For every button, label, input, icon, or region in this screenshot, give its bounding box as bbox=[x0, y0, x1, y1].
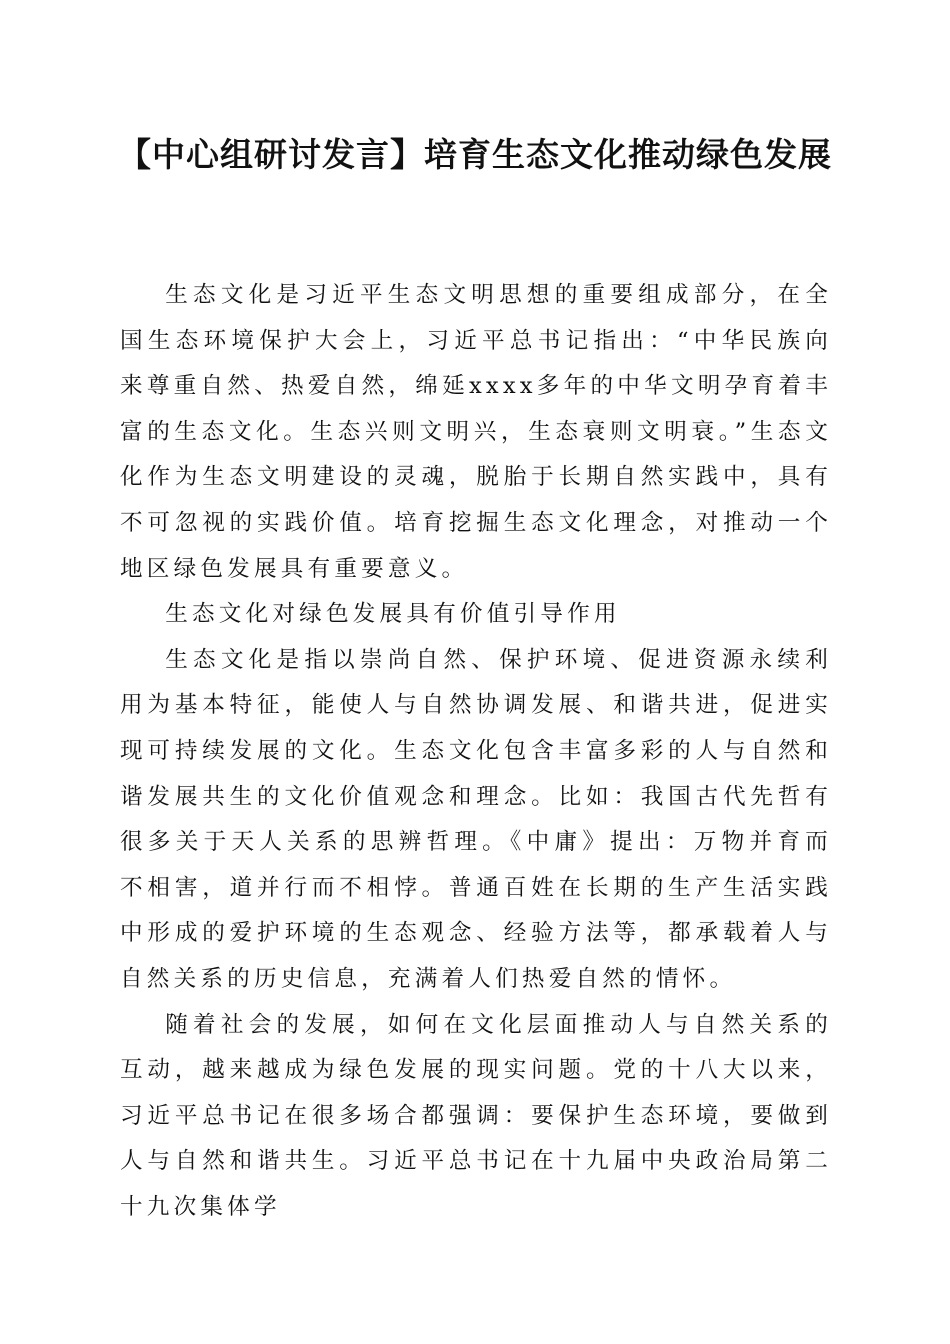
paragraph-development: 随着社会的发展，如何在文化层面推动人与自然关系的互动，越来越成为绿色发展的现实问题。党的十八大以来，习近平总书记在很多场合都强调：要保护生态环境，要做到人与自然和谐共生。习近平总书记在十九届中央政治局第二十九次集体学 bbox=[120, 1011, 832, 1220]
paragraph-definition: 生态文化是指以崇尚自然、保护环境、促进资源永续利用为基本特征，能使人与自然协调发展、和谐共进，促进实现可持续发展的文化。生态文化包含丰富多彩的人与自然和谐发展共生的文化价值观念和理念。比如：我国古代先哲有很多关于天人关系的思辨哲理。《中庸》提出：万物并育而不相害，道并行而不相悖。普通百姓在长期的生产生活实践中形成的爱护环境的生态观念、经验方法等，都承载着人与自然关系的历史信息，充满着人们热爱自然的情怀。 bbox=[120, 646, 832, 992]
document-title: 【中心组研讨发言】培育生态文化推动绿色发展 bbox=[118, 135, 832, 174]
document-body bbox=[120, 273, 832, 1230]
paragraph-intro: 生态文化是习近平生态文明思想的重要组成部分，在全国生态环境保护大会上，习近平总书记指出：“中华民族向来尊重自然、热爱自然，绵延xxxx多年的中华文明孕育着丰富的生态文化。生态兴则文明兴，生态衰则文明衰。”生态文化作为生态文明建设的灵魂，脱胎于长期自然实践中，具有不可忽视的实践价值。培育挖掘生态文化理念，对推动一个地区绿色发展具有重要意义。 bbox=[120, 282, 832, 582]
section-heading: 生态文化对绿色发展具有价值引导作用 bbox=[165, 601, 621, 628]
